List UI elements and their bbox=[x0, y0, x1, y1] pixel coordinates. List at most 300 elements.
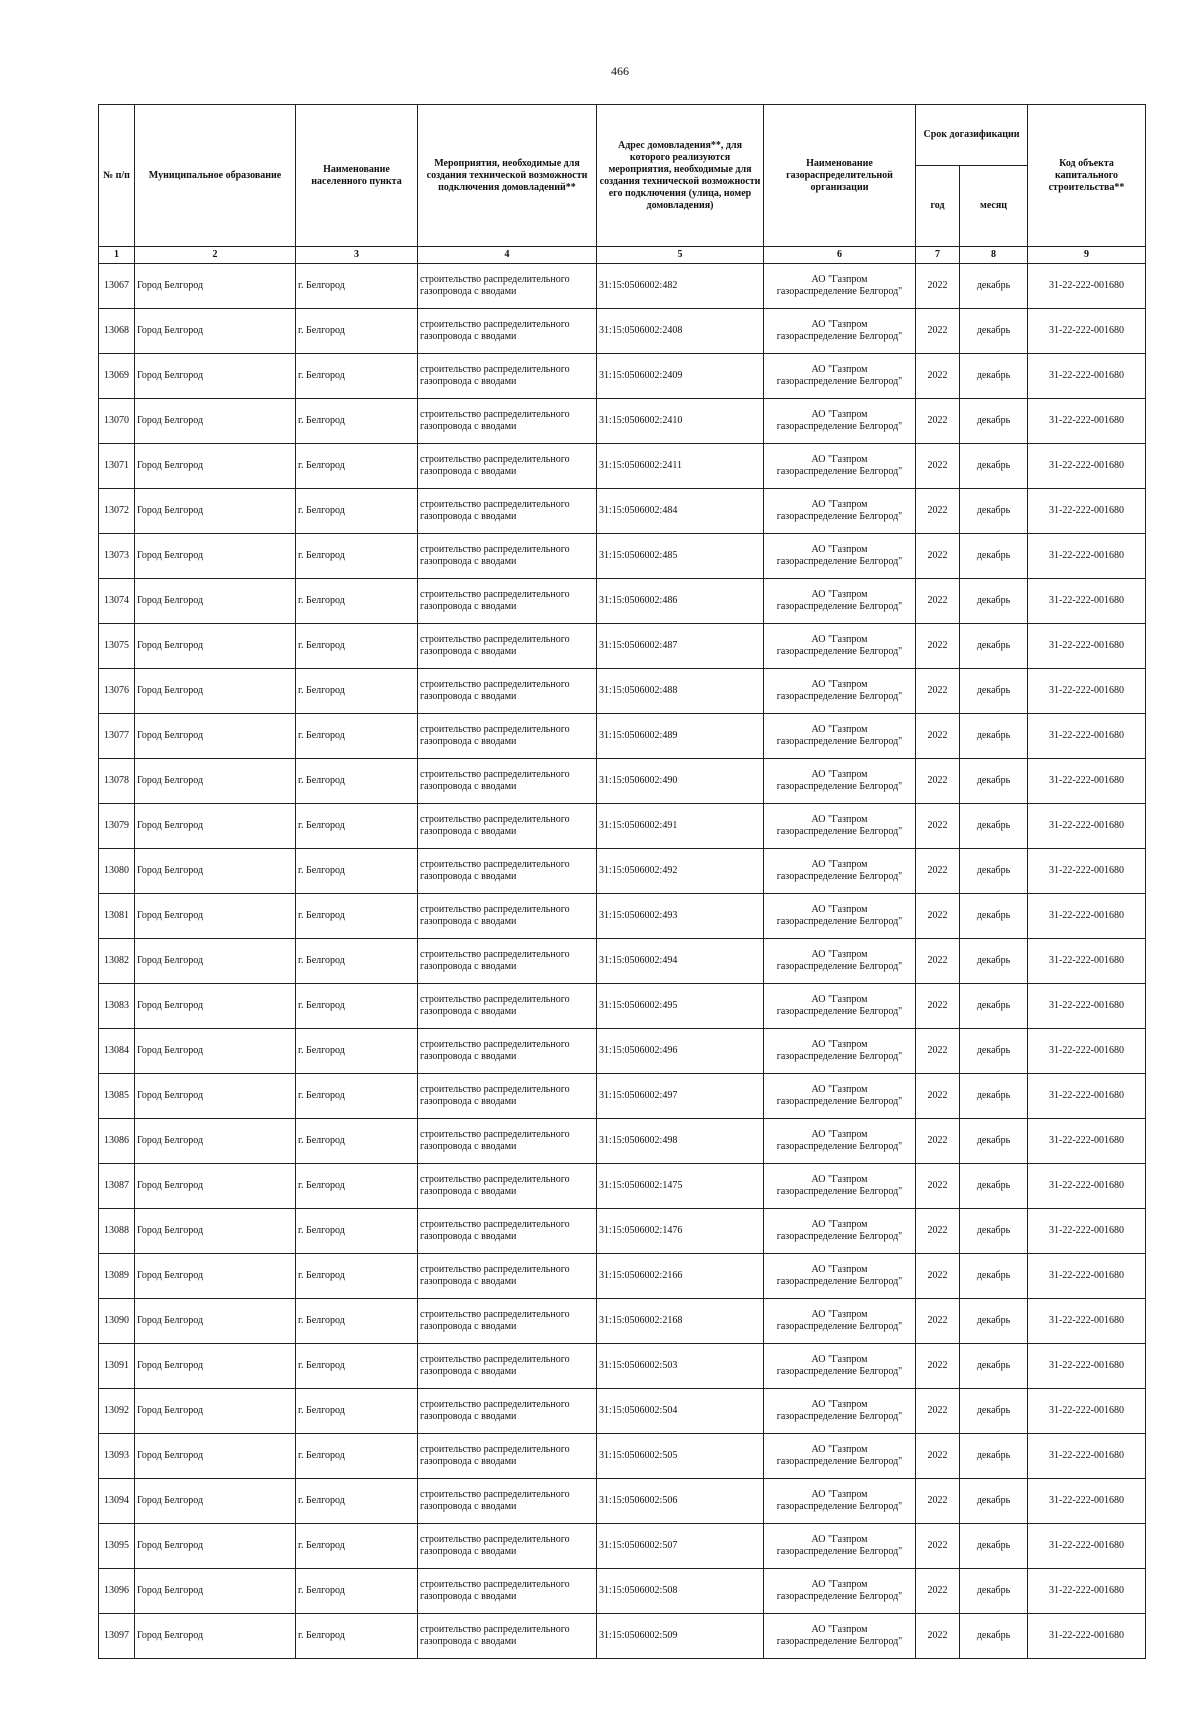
organization-line: АО "Газпром bbox=[811, 1309, 868, 1320]
row-organization bbox=[764, 1119, 916, 1164]
row-settlement: г. Белгород bbox=[296, 399, 418, 444]
table-row bbox=[99, 1299, 1146, 1344]
row-object-code: 31-22-222-001680 bbox=[1028, 579, 1146, 624]
row-year: 2022 bbox=[916, 804, 960, 849]
row-month: декабрь bbox=[960, 1434, 1028, 1479]
table-row bbox=[99, 669, 1146, 714]
organization-line: газораспределение Белгород" bbox=[776, 736, 903, 747]
column-number: 7 bbox=[916, 247, 960, 264]
row-month: декабрь bbox=[960, 939, 1028, 984]
row-settlement: г. Белгород bbox=[296, 669, 418, 714]
organization-line: АО "Газпром bbox=[811, 499, 868, 510]
row-settlement: г. Белгород bbox=[296, 1569, 418, 1614]
row-measures: строительство распределительного газопровода с вводами bbox=[418, 849, 597, 894]
row-organization bbox=[764, 579, 916, 624]
row-settlement: г. Белгород bbox=[296, 849, 418, 894]
row-year: 2022 bbox=[916, 984, 960, 1029]
row-month: декабрь bbox=[960, 804, 1028, 849]
organization-line: газораспределение Белгород" bbox=[776, 1411, 903, 1422]
row-measures: строительство распределительного газопровода с вводами bbox=[418, 984, 597, 1029]
row-settlement: г. Белгород bbox=[296, 489, 418, 534]
row-address: 31:15:0506002:1475 bbox=[597, 1164, 764, 1209]
row-object-code: 31-22-222-001680 bbox=[1028, 1119, 1146, 1164]
organization-line: АО "Газпром bbox=[811, 949, 868, 960]
organization-line: газораспределение Белгород" bbox=[776, 556, 903, 567]
column-number: 3 bbox=[296, 247, 418, 264]
row-address: 31:15:0506002:1476 bbox=[597, 1209, 764, 1254]
row-object-code: 31-22-222-001680 bbox=[1028, 624, 1146, 669]
row-organization bbox=[764, 984, 916, 1029]
organization-line: АО "Газпром bbox=[811, 679, 868, 690]
column-number: 6 bbox=[764, 247, 916, 264]
organization-line: газораспределение Белгород" bbox=[776, 871, 903, 882]
row-settlement: г. Белгород bbox=[296, 894, 418, 939]
table-row bbox=[99, 714, 1146, 759]
row-object-code: 31-22-222-001680 bbox=[1028, 1479, 1146, 1524]
row-object-code: 31-22-222-001680 bbox=[1028, 939, 1146, 984]
row-organization bbox=[764, 354, 916, 399]
header-settlement: Наименование населенного пункта bbox=[296, 105, 418, 247]
header-organization: Наименование газораспределительной организации bbox=[764, 105, 916, 247]
organization-line: АО "Газпром bbox=[811, 994, 868, 1005]
column-number: 9 bbox=[1028, 247, 1146, 264]
row-year: 2022 bbox=[916, 1479, 960, 1524]
row-month: декабрь bbox=[960, 1389, 1028, 1434]
column-number: 2 bbox=[135, 247, 296, 264]
row-measures: строительство распределительного газопровода с вводами bbox=[418, 804, 597, 849]
table-row bbox=[99, 1074, 1146, 1119]
organization-line: газораспределение Белгород" bbox=[776, 1096, 903, 1107]
row-year: 2022 bbox=[916, 1029, 960, 1074]
row-number: 13068 bbox=[99, 309, 135, 354]
organization-line: АО "Газпром bbox=[811, 769, 868, 780]
row-number: 13082 bbox=[99, 939, 135, 984]
organization-line: АО "Газпром bbox=[811, 859, 868, 870]
row-month: декабрь bbox=[960, 1479, 1028, 1524]
row-address: 31:15:0506002:2166 bbox=[597, 1254, 764, 1299]
row-month: декабрь bbox=[960, 894, 1028, 939]
row-municipality: Город Белгород bbox=[135, 534, 296, 579]
row-settlement: г. Белгород bbox=[296, 1029, 418, 1074]
organization-line: АО "Газпром bbox=[811, 1579, 868, 1590]
row-measures: строительство распределительного газопровода с вводами bbox=[418, 1209, 597, 1254]
row-settlement: г. Белгород bbox=[296, 1614, 418, 1659]
row-object-code: 31-22-222-001680 bbox=[1028, 714, 1146, 759]
row-organization bbox=[764, 1209, 916, 1254]
row-month: декабрь bbox=[960, 1524, 1028, 1569]
table-row bbox=[99, 984, 1146, 1029]
organization-line: газораспределение Белгород" bbox=[776, 286, 903, 297]
row-month: декабрь bbox=[960, 399, 1028, 444]
organization-line: АО "Газпром bbox=[811, 1534, 868, 1545]
row-address: 31:15:0506002:498 bbox=[597, 1119, 764, 1164]
row-municipality: Город Белгород bbox=[135, 1569, 296, 1614]
row-organization bbox=[764, 894, 916, 939]
row-number: 13069 bbox=[99, 354, 135, 399]
row-measures: строительство распределительного газопровода с вводами bbox=[418, 894, 597, 939]
table-row bbox=[99, 849, 1146, 894]
row-organization bbox=[764, 624, 916, 669]
row-measures: строительство распределительного газопровода с вводами bbox=[418, 1389, 597, 1434]
row-measures: строительство распределительного газопровода с вводами bbox=[418, 354, 597, 399]
row-month: декабрь bbox=[960, 759, 1028, 804]
row-settlement: г. Белгород bbox=[296, 714, 418, 759]
row-settlement: г. Белгород bbox=[296, 1524, 418, 1569]
row-organization bbox=[764, 939, 916, 984]
row-measures: строительство распределительного газопровода с вводами bbox=[418, 399, 597, 444]
row-measures: строительство распределительного газопровода с вводами bbox=[418, 1524, 597, 1569]
row-year: 2022 bbox=[916, 444, 960, 489]
row-number: 13093 bbox=[99, 1434, 135, 1479]
row-month: декабрь bbox=[960, 1254, 1028, 1299]
row-number: 13092 bbox=[99, 1389, 135, 1434]
row-month: декабрь bbox=[960, 714, 1028, 759]
row-year: 2022 bbox=[916, 759, 960, 804]
row-number: 13090 bbox=[99, 1299, 135, 1344]
row-organization bbox=[764, 1074, 916, 1119]
row-year: 2022 bbox=[916, 714, 960, 759]
row-object-code: 31-22-222-001680 bbox=[1028, 804, 1146, 849]
row-measures: строительство распределительного газопровода с вводами bbox=[418, 1164, 597, 1209]
organization-line: газораспределение Белгород" bbox=[776, 1141, 903, 1152]
row-year: 2022 bbox=[916, 669, 960, 714]
row-measures: строительство распределительного газопровода с вводами bbox=[418, 1074, 597, 1119]
row-year: 2022 bbox=[916, 1614, 960, 1659]
row-organization bbox=[764, 1299, 916, 1344]
header-deadline: Срок догазификации bbox=[916, 105, 1028, 166]
table-row bbox=[99, 399, 1146, 444]
row-address: 31:15:0506002:508 bbox=[597, 1569, 764, 1614]
row-number: 13080 bbox=[99, 849, 135, 894]
header-object-code: Код объекта капитального строительства** bbox=[1028, 105, 1146, 247]
row-year: 2022 bbox=[916, 1164, 960, 1209]
row-address: 31:15:0506002:493 bbox=[597, 894, 764, 939]
row-year: 2022 bbox=[916, 1569, 960, 1614]
organization-line: газораспределение Белгород" bbox=[776, 781, 903, 792]
row-address: 31:15:0506002:2410 bbox=[597, 399, 764, 444]
row-address: 31:15:0506002:492 bbox=[597, 849, 764, 894]
row-month: декабрь bbox=[960, 489, 1028, 534]
row-year: 2022 bbox=[916, 1209, 960, 1254]
row-organization bbox=[764, 804, 916, 849]
row-address: 31:15:0506002:2409 bbox=[597, 354, 764, 399]
row-measures: строительство распределительного газопровода с вводами bbox=[418, 669, 597, 714]
row-settlement: г. Белгород bbox=[296, 1074, 418, 1119]
row-object-code: 31-22-222-001680 bbox=[1028, 1299, 1146, 1344]
table-row bbox=[99, 534, 1146, 579]
row-municipality: Город Белгород bbox=[135, 669, 296, 714]
row-year: 2022 bbox=[916, 489, 960, 534]
row-organization bbox=[764, 1524, 916, 1569]
row-measures: строительство распределительного газопровода с вводами bbox=[418, 489, 597, 534]
row-address: 31:15:0506002:485 bbox=[597, 534, 764, 579]
row-municipality: Город Белгород bbox=[135, 1164, 296, 1209]
row-municipality: Город Белгород bbox=[135, 804, 296, 849]
table-row bbox=[99, 939, 1146, 984]
row-organization bbox=[764, 1389, 916, 1434]
organization-line: газораспределение Белгород" bbox=[776, 646, 903, 657]
organization-line: газораспределение Белгород" bbox=[776, 691, 903, 702]
organization-line: газораспределение Белгород" bbox=[776, 961, 903, 972]
row-municipality: Город Белгород bbox=[135, 849, 296, 894]
table-row bbox=[99, 624, 1146, 669]
organization-line: АО "Газпром bbox=[811, 724, 868, 735]
row-measures: строительство распределительного газопровода с вводами bbox=[418, 579, 597, 624]
table-row bbox=[99, 354, 1146, 399]
row-measures: строительство распределительного газопровода с вводами bbox=[418, 534, 597, 579]
row-object-code: 31-22-222-001680 bbox=[1028, 1344, 1146, 1389]
row-number: 13091 bbox=[99, 1344, 135, 1389]
row-number: 13074 bbox=[99, 579, 135, 624]
row-object-code: 31-22-222-001680 bbox=[1028, 1209, 1146, 1254]
table-row bbox=[99, 1254, 1146, 1299]
row-municipality: Город Белгород bbox=[135, 1524, 296, 1569]
row-measures: строительство распределительного газопровода с вводами bbox=[418, 1029, 597, 1074]
row-month: декабрь bbox=[960, 309, 1028, 354]
organization-line: АО "Газпром bbox=[811, 1444, 868, 1455]
row-municipality: Город Белгород bbox=[135, 1209, 296, 1254]
row-municipality: Город Белгород bbox=[135, 714, 296, 759]
row-address: 31:15:0506002:2408 bbox=[597, 309, 764, 354]
row-object-code: 31-22-222-001680 bbox=[1028, 759, 1146, 804]
organization-line: АО "Газпром bbox=[811, 1489, 868, 1500]
row-year: 2022 bbox=[916, 939, 960, 984]
organization-line: АО "Газпром bbox=[811, 544, 868, 555]
table-row bbox=[99, 1524, 1146, 1569]
row-organization bbox=[764, 534, 916, 579]
row-address: 31:15:0506002:484 bbox=[597, 489, 764, 534]
row-organization bbox=[764, 714, 916, 759]
row-month: декабрь bbox=[960, 1164, 1028, 1209]
table-row bbox=[99, 759, 1146, 804]
row-number: 13096 bbox=[99, 1569, 135, 1614]
organization-line: газораспределение Белгород" bbox=[776, 916, 903, 927]
row-number: 13089 bbox=[99, 1254, 135, 1299]
row-number: 13086 bbox=[99, 1119, 135, 1164]
row-municipality: Город Белгород bbox=[135, 1614, 296, 1659]
row-settlement: г. Белгород bbox=[296, 579, 418, 624]
row-measures: строительство распределительного газопровода с вводами bbox=[418, 939, 597, 984]
row-address: 31:15:0506002:509 bbox=[597, 1614, 764, 1659]
row-month: декабрь bbox=[960, 1299, 1028, 1344]
column-number: 8 bbox=[960, 247, 1028, 264]
row-year: 2022 bbox=[916, 1344, 960, 1389]
table-row bbox=[99, 804, 1146, 849]
table-row bbox=[99, 1569, 1146, 1614]
row-object-code: 31-22-222-001680 bbox=[1028, 1524, 1146, 1569]
organization-line: АО "Газпром bbox=[811, 1354, 868, 1365]
row-settlement: г. Белгород bbox=[296, 1479, 418, 1524]
row-municipality: Город Белгород bbox=[135, 309, 296, 354]
row-municipality: Город Белгород bbox=[135, 1299, 296, 1344]
row-municipality: Город Белгород bbox=[135, 1344, 296, 1389]
row-municipality: Город Белгород bbox=[135, 1434, 296, 1479]
row-year: 2022 bbox=[916, 534, 960, 579]
table-row bbox=[99, 894, 1146, 939]
row-measures: строительство распределительного газопровода с вводами bbox=[418, 1434, 597, 1479]
row-municipality: Город Белгород bbox=[135, 1074, 296, 1119]
row-object-code: 31-22-222-001680 bbox=[1028, 399, 1146, 444]
row-organization bbox=[764, 264, 916, 309]
row-organization bbox=[764, 849, 916, 894]
row-organization bbox=[764, 1434, 916, 1479]
row-object-code: 31-22-222-001680 bbox=[1028, 489, 1146, 534]
organization-line: АО "Газпром bbox=[811, 319, 868, 330]
organization-line: АО "Газпром bbox=[811, 1399, 868, 1410]
row-number: 13079 bbox=[99, 804, 135, 849]
row-settlement: г. Белгород bbox=[296, 804, 418, 849]
row-month: декабрь bbox=[960, 1614, 1028, 1659]
organization-line: АО "Газпром bbox=[811, 364, 868, 375]
row-month: декабрь bbox=[960, 984, 1028, 1029]
row-organization bbox=[764, 1254, 916, 1299]
row-month: декабрь bbox=[960, 1119, 1028, 1164]
row-object-code: 31-22-222-001680 bbox=[1028, 669, 1146, 714]
column-number: 4 bbox=[418, 247, 597, 264]
table-row bbox=[99, 1344, 1146, 1389]
organization-line: АО "Газпром bbox=[811, 274, 868, 285]
row-address: 31:15:0506002:495 bbox=[597, 984, 764, 1029]
row-address: 31:15:0506002:497 bbox=[597, 1074, 764, 1119]
row-month: декабрь bbox=[960, 354, 1028, 399]
row-municipality: Город Белгород bbox=[135, 1029, 296, 1074]
row-measures: строительство распределительного газопровода с вводами bbox=[418, 444, 597, 489]
row-address: 31:15:0506002:2411 bbox=[597, 444, 764, 489]
organization-line: газораспределение Белгород" bbox=[776, 826, 903, 837]
row-municipality: Город Белгород bbox=[135, 1389, 296, 1434]
row-year: 2022 bbox=[916, 579, 960, 624]
row-settlement: г. Белгород bbox=[296, 264, 418, 309]
row-settlement: г. Белгород bbox=[296, 759, 418, 804]
row-month: декабрь bbox=[960, 669, 1028, 714]
row-settlement: г. Белгород bbox=[296, 444, 418, 489]
row-month: декабрь bbox=[960, 1344, 1028, 1389]
row-organization bbox=[764, 444, 916, 489]
row-number: 13071 bbox=[99, 444, 135, 489]
row-number: 13084 bbox=[99, 1029, 135, 1074]
row-address: 31:15:0506002:2168 bbox=[597, 1299, 764, 1344]
row-object-code: 31-22-222-001680 bbox=[1028, 1254, 1146, 1299]
page-number: 466 bbox=[611, 64, 629, 78]
row-object-code: 31-22-222-001680 bbox=[1028, 984, 1146, 1029]
table-row bbox=[99, 444, 1146, 489]
header-municipality: Муниципальное образование bbox=[135, 105, 296, 247]
organization-line: АО "Газпром bbox=[811, 904, 868, 915]
organization-line: АО "Газпром bbox=[811, 1084, 868, 1095]
row-organization bbox=[764, 489, 916, 534]
table-row bbox=[99, 1434, 1146, 1479]
row-address: 31:15:0506002:504 bbox=[597, 1389, 764, 1434]
row-year: 2022 bbox=[916, 1299, 960, 1344]
row-year: 2022 bbox=[916, 1074, 960, 1119]
organization-line: газораспределение Белгород" bbox=[776, 1366, 903, 1377]
row-organization bbox=[764, 399, 916, 444]
row-object-code: 31-22-222-001680 bbox=[1028, 1074, 1146, 1119]
row-object-code: 31-22-222-001680 bbox=[1028, 309, 1146, 354]
organization-line: АО "Газпром bbox=[811, 1174, 868, 1185]
row-organization bbox=[764, 1164, 916, 1209]
organization-line: АО "Газпром bbox=[811, 634, 868, 645]
organization-line: АО "Газпром bbox=[811, 589, 868, 600]
row-measures: строительство распределительного газопровода с вводами bbox=[418, 1254, 597, 1299]
row-object-code: 31-22-222-001680 bbox=[1028, 354, 1146, 399]
organization-line: газораспределение Белгород" bbox=[776, 1591, 903, 1602]
row-municipality: Город Белгород bbox=[135, 939, 296, 984]
row-object-code: 31-22-222-001680 bbox=[1028, 1164, 1146, 1209]
row-organization bbox=[764, 1614, 916, 1659]
row-address: 31:15:0506002:496 bbox=[597, 1029, 764, 1074]
table-row bbox=[99, 1479, 1146, 1524]
row-settlement: г. Белгород bbox=[296, 1344, 418, 1389]
row-organization bbox=[764, 1569, 916, 1614]
organization-line: газораспределение Белгород" bbox=[776, 1501, 903, 1512]
table-row bbox=[99, 1389, 1146, 1434]
row-month: декабрь bbox=[960, 624, 1028, 669]
row-number: 13078 bbox=[99, 759, 135, 804]
row-number: 13077 bbox=[99, 714, 135, 759]
row-measures: строительство распределительного газопровода с вводами bbox=[418, 714, 597, 759]
row-address: 31:15:0506002:488 bbox=[597, 669, 764, 714]
organization-line: газораспределение Белгород" bbox=[776, 1321, 903, 1332]
row-month: декабрь bbox=[960, 579, 1028, 624]
header-year: год bbox=[916, 166, 960, 247]
row-address: 31:15:0506002:491 bbox=[597, 804, 764, 849]
row-municipality: Город Белгород bbox=[135, 444, 296, 489]
row-settlement: г. Белгород bbox=[296, 1209, 418, 1254]
row-year: 2022 bbox=[916, 1119, 960, 1164]
row-municipality: Город Белгород bbox=[135, 1119, 296, 1164]
row-object-code: 31-22-222-001680 bbox=[1028, 1614, 1146, 1659]
row-object-code: 31-22-222-001680 bbox=[1028, 534, 1146, 579]
row-address: 31:15:0506002:487 bbox=[597, 624, 764, 669]
table-row bbox=[99, 1614, 1146, 1659]
organization-line: газораспределение Белгород" bbox=[776, 1276, 903, 1287]
row-municipality: Город Белгород bbox=[135, 264, 296, 309]
row-year: 2022 bbox=[916, 894, 960, 939]
row-municipality: Город Белгород bbox=[135, 759, 296, 804]
row-settlement: г. Белгород bbox=[296, 534, 418, 579]
row-municipality: Город Белгород bbox=[135, 579, 296, 624]
organization-line: газораспределение Белгород" bbox=[776, 1006, 903, 1017]
row-number: 13072 bbox=[99, 489, 135, 534]
row-address: 31:15:0506002:489 bbox=[597, 714, 764, 759]
row-measures: строительство распределительного газопровода с вводами bbox=[418, 759, 597, 804]
row-address: 31:15:0506002:506 bbox=[597, 1479, 764, 1524]
row-measures: строительство распределительного газопровода с вводами bbox=[418, 624, 597, 669]
row-organization bbox=[764, 669, 916, 714]
row-municipality: Город Белгород bbox=[135, 489, 296, 534]
column-number: 5 bbox=[597, 247, 764, 264]
row-number: 13075 bbox=[99, 624, 135, 669]
row-organization bbox=[764, 759, 916, 804]
row-year: 2022 bbox=[916, 264, 960, 309]
row-object-code: 31-22-222-001680 bbox=[1028, 1029, 1146, 1074]
row-number: 13088 bbox=[99, 1209, 135, 1254]
header-month: месяц bbox=[960, 166, 1028, 247]
row-settlement: г. Белгород bbox=[296, 939, 418, 984]
row-organization bbox=[764, 1479, 916, 1524]
row-object-code: 31-22-222-001680 bbox=[1028, 444, 1146, 489]
row-number: 13073 bbox=[99, 534, 135, 579]
row-organization bbox=[764, 1344, 916, 1389]
table-header bbox=[99, 105, 1146, 247]
row-year: 2022 bbox=[916, 1434, 960, 1479]
row-municipality: Город Белгород bbox=[135, 354, 296, 399]
row-settlement: г. Белгород bbox=[296, 309, 418, 354]
row-number: 13094 bbox=[99, 1479, 135, 1524]
organization-line: газораспределение Белгород" bbox=[776, 601, 903, 612]
row-address: 31:15:0506002:486 bbox=[597, 579, 764, 624]
